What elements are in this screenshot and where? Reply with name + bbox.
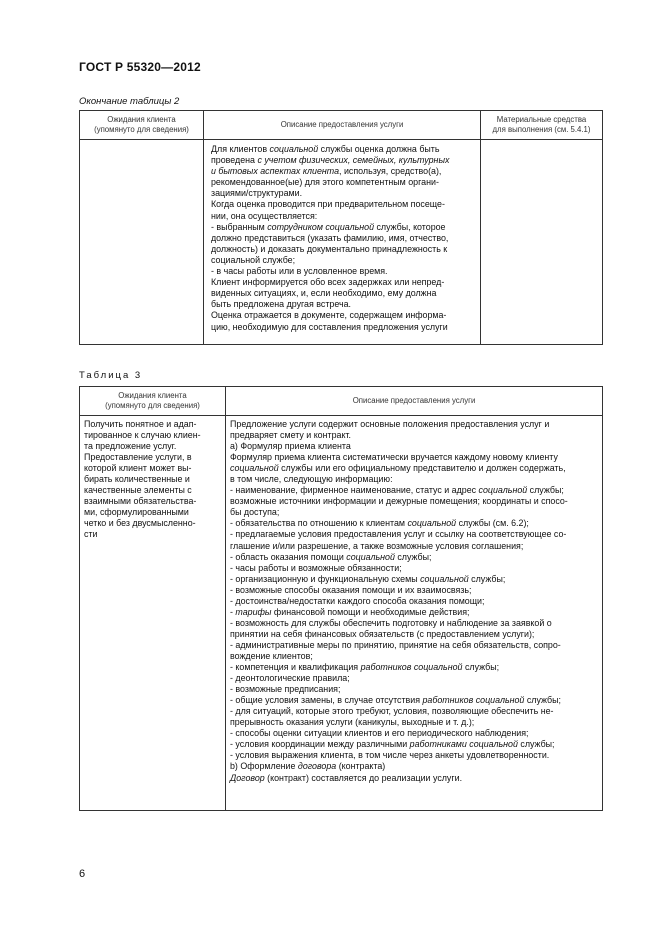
table3-header-expectations [80, 387, 226, 416]
table-row [80, 140, 603, 345]
standard-header: ГОСТ Р 55320—2012 [79, 60, 201, 74]
table3-header-line: (упомянуто для сведения) [105, 401, 200, 410]
text-line: бирать количественные и [84, 474, 190, 485]
text-line: - компетенция и квалификация работников социальной службы; [230, 662, 500, 673]
text-line: предваряет смету и контракт. [230, 430, 351, 441]
text-line: вождение клиентов; [230, 650, 313, 661]
text-line: виденных ситуациях, и, если необходимо, ему должна [211, 288, 437, 299]
table2-header-line: для выполнения (см. 5.4.1) [492, 125, 591, 134]
text-line: - способы оценки ситуации клиентов и его периодического наблюдения; [230, 728, 529, 739]
table2-header-description [204, 111, 481, 140]
text-line: и бытовых аспектах клиента, используя, средство(а), [211, 166, 442, 177]
text-line: принятии на себя финансовых обязательств (с предоставлением услуги); [230, 628, 535, 639]
text-line: та предложение услуг. [84, 441, 177, 452]
table3-header-description [226, 387, 603, 416]
cell-text [226, 416, 602, 787]
table2-header-expectations [80, 111, 204, 140]
text-line: - выбранным сотрудником социальной службы, которое [211, 221, 446, 232]
text-line: должность) и доказать документально принадлежность к [211, 243, 448, 254]
text-line: рекомендованное(ые) для этого компетентным органи- [211, 177, 439, 188]
text-line: цию, необходимую для составления предложения услуги [211, 321, 448, 332]
text-line: Для клиентов социальной службы оценка должна быть [211, 144, 440, 154]
text-line: - область оказания помощи социальной службы; [230, 551, 432, 562]
table2-cell-description [204, 140, 481, 345]
text-line: - достоинства/недостатки каждого способа оказания помощи; [230, 595, 485, 606]
table2-header-line: Материальные средства [496, 115, 587, 124]
table3-caption: Таблица 3 [79, 370, 143, 381]
table3-cell-expectations [80, 416, 226, 811]
text-line: ми, сформулированными [84, 507, 189, 518]
text-line: зациями/структурами. [211, 188, 303, 199]
text-line: быть предложена другая встреча. [211, 299, 351, 310]
text-line: Клиент информируется обо всех задержках или непред- [211, 277, 445, 288]
table-row [80, 416, 603, 811]
text-line: нии, она осуществляется: [211, 210, 318, 221]
table-2 [79, 110, 603, 345]
cell-text [80, 416, 225, 544]
page-number: 6 [79, 868, 86, 880]
cell-text [481, 140, 602, 144]
text-line: Оценка отражается в документе, содержащем информа- [211, 310, 447, 321]
table-3 [79, 386, 603, 811]
text-line: - тарифы финансовой помощи и необходимые действия; [230, 606, 470, 617]
text-line: возможные источники информации и дежурные помещения; координаты и спосо- [230, 496, 568, 507]
text-line: социальной службе; [211, 254, 296, 265]
text-line: четко и без двусмысленно- [84, 518, 196, 529]
text-line: - возможность для службы обеспечить подготовку и наблюдение за заявкой о [230, 617, 552, 628]
text-line: прерывность оказания услуги (каникулы, выходные и т. д.); [230, 717, 475, 728]
text-line: глашение и/или разрешение, а также возможные условия соглашения; [230, 540, 524, 551]
text-line: - условия выражения клиента, в том числе через анкеты удовлетворенности. [230, 750, 550, 761]
text-line: которой клиент может вы- [84, 463, 192, 474]
table2-cell-expectations [80, 140, 204, 345]
text-line: - обязательства по отношению к клиентам социальной службы (см. 6.2); [230, 518, 529, 529]
text-line: - в часы работы или в условленное время. [211, 266, 388, 277]
text-line: взаимными обязательства- [84, 496, 197, 507]
table3-header-line: Описание предоставления услуги [352, 396, 476, 405]
table2-header-line: Описание предоставления услуги [280, 120, 404, 129]
table3-header-line: Ожидания клиента [118, 391, 187, 400]
text-line: - часы работы и возможные обязанности; [230, 562, 402, 573]
text-line: - условия координации между различными работниками социальной службы; [230, 739, 555, 750]
text-line: - возможные способы оказания помощи и их взаимосвязь; [230, 584, 472, 595]
cell-text [204, 140, 480, 335]
text-line: Получить понятное и адап- [84, 419, 197, 429]
text-line: социальной службы или его официальному представителю и должен содержать, [230, 463, 566, 474]
text-line: в том числе, следующую информацию: [230, 474, 393, 485]
table2-cell-materials [481, 140, 603, 345]
text-line: - возможные предписания; [230, 684, 341, 695]
text-line: a) Формуляр приема клиента [230, 441, 351, 452]
text-line: Договор (контракт) составляется до реализации услуги. [230, 772, 463, 783]
text-line: - общие условия замены, в случае отсутствия работников социальной службы; [230, 695, 561, 706]
text-line: качественные элементы с [84, 485, 192, 496]
table2-caption: Окончание таблицы 2 [79, 96, 180, 107]
text-line: тированное к случаю клиен- [84, 430, 201, 441]
table2-header-line: (упомянуто для сведения) [94, 125, 189, 134]
table2-header-line: Ожидания клиента [107, 115, 176, 124]
cell-text [80, 140, 203, 144]
text-line: сти [84, 529, 98, 540]
text-line: b) Оформление договора (контракта) [230, 761, 386, 772]
text-line: должно представиться (указать фамилию, имя, отчество, [211, 232, 449, 243]
text-line: - организационную и функциональную схемы социальной службы; [230, 573, 506, 584]
text-line: Предложение услуги содержит основные положения предоставления услуг и [230, 419, 550, 429]
table2-header-materials [481, 111, 603, 140]
text-line: Когда оценка проводится при предварительном посеще- [211, 199, 445, 210]
text-line: - наименование, фирменное наименование, статус и адрес социальной службы; [230, 485, 564, 496]
table3-cell-description [226, 416, 603, 811]
text-line: Предоставление услуги, в [84, 452, 192, 463]
text-line: проведена с учетом физических, семейных, культурных [211, 155, 450, 166]
text-line: бы доступа; [230, 507, 280, 518]
text-line: - предлагаемые условия предоставления услуг и ссылку на соответствующее со- [230, 529, 567, 540]
text-line: - для ситуаций, которые этого требуют, условия, позволяющие обеспечить не- [230, 706, 554, 717]
text-line: - административные меры по принятию, принятие на себя обязательств, сопро- [230, 639, 561, 650]
text-line: - деонтологические правила; [230, 673, 350, 684]
text-line: Формуляр приема клиента систематически вручается каждому новому клиенту [230, 452, 558, 463]
